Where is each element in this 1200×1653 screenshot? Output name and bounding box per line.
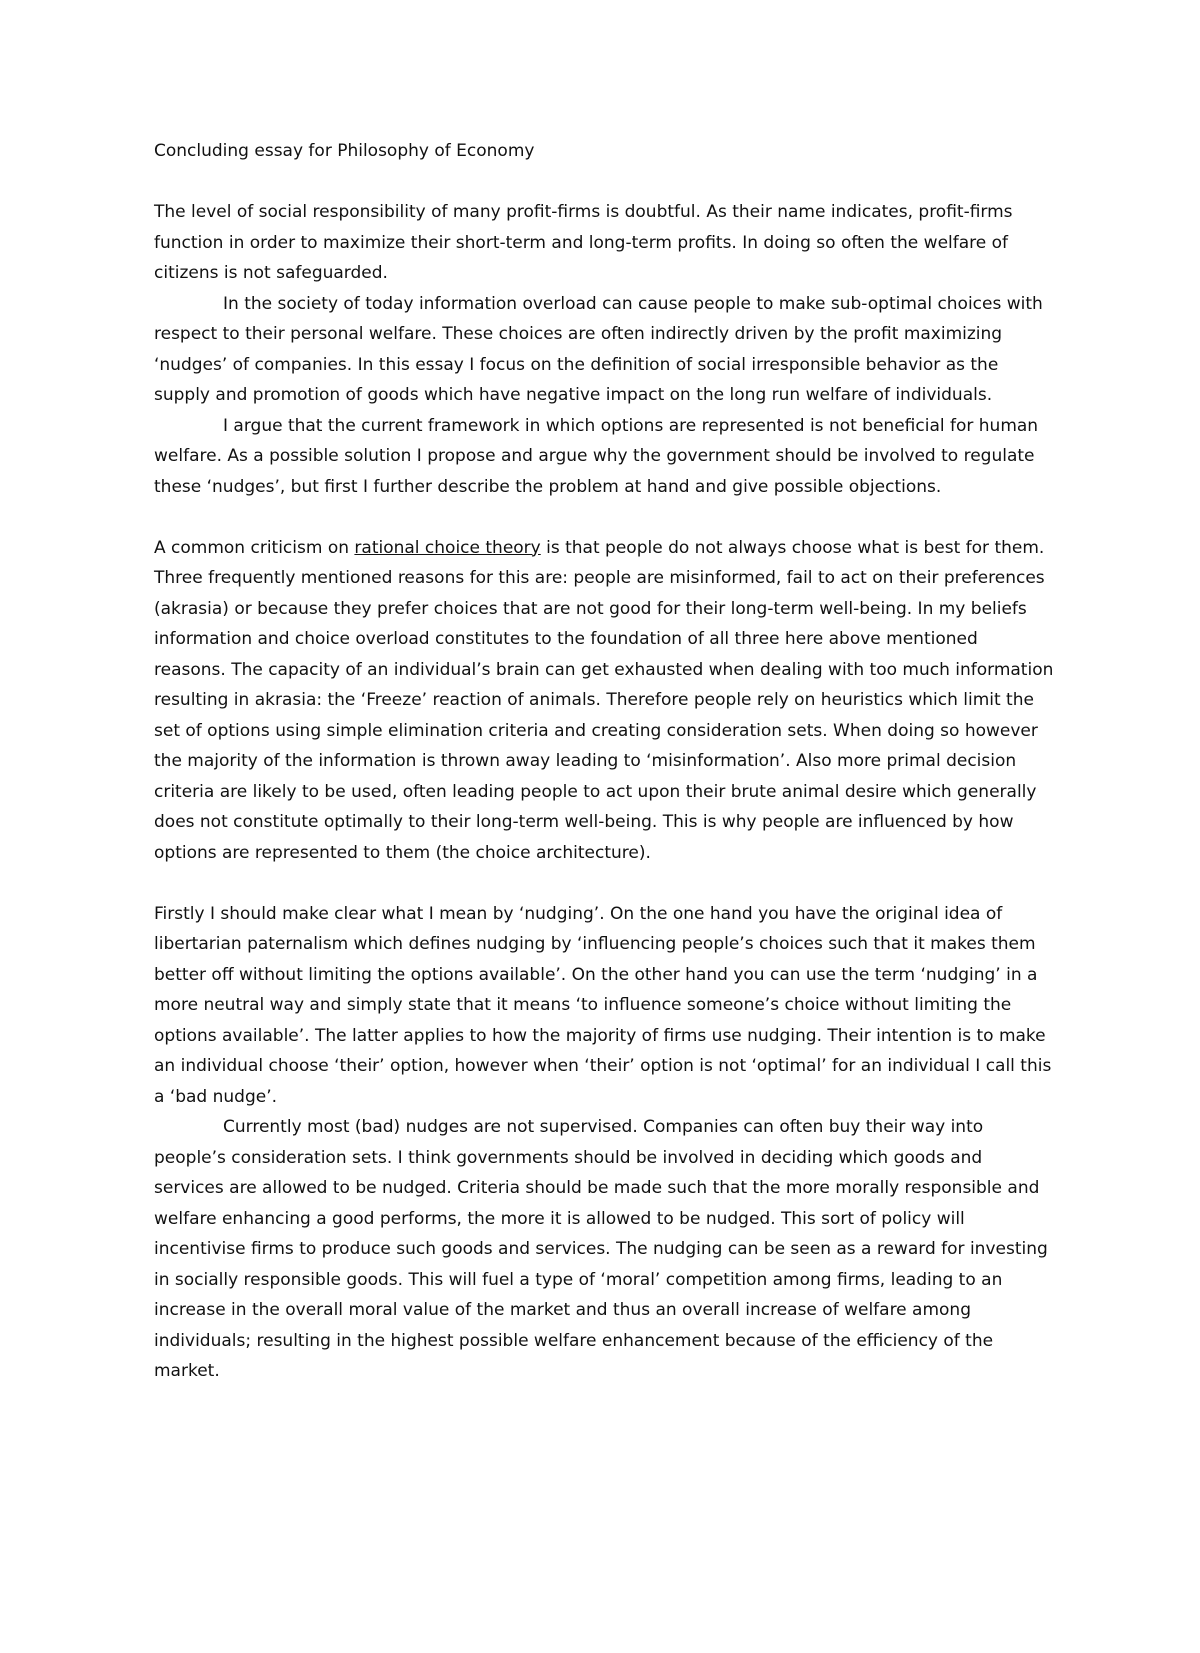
spacer — [154, 502, 1054, 533]
intro-paragraph-2: In the society of today information overload can cause people to make sub-optimal choices with respect to their personal welfare. These choices are often indirectly driven by the profit maximizing ‘nudges’ of companies. In this essay I focus on the definition of social irresponsible behavior as the supply and promotion of goods which have negative impact on the long run welfare of individuals. — [154, 293, 1043, 405]
underlined-term-rational-choice-theory: rational choice theory — [354, 537, 541, 558]
intro-paragraph-1: The level of social responsibility of many profit-firms is doubtful. As their name indicates, profit-firms function in order to maximize their short-term and long-term profits. In doing so often the welfare of citizens is not safeguarded. — [154, 202, 1013, 283]
criticism-lead-text: A common criticism on — [154, 537, 355, 558]
nudging-paragraph-1: Firstly I should make clear what I mean by ‘nudging’. On the one hand you have the original idea of libertarian paternalism which defines nudging by ‘influencing people’s choices such that it makes them better off without limiting the options available’. On the other hand you can use the term ‘nudging’ in a more neutral way and simply state that it means ‘to influence someone’s choice without limiting the options available’. The latter applies to how the majority of firms use nudging. Their intention is to make an individual choose ‘their’ option, however when ‘their’ option is not ‘optimal’ for an individual I call this a ‘bad nudge’. — [154, 903, 1052, 1107]
spacer — [154, 167, 1054, 198]
criticism-paragraph — [154, 533, 1054, 869]
nudging-paragraph-2: Currently most (bad) nudges are not supervised. Companies can often buy their way into people’s consideration sets. I think governments should be involved in deciding which goods and services are allowed to be nudged. Criteria should be made such that the more morally responsible and welfare enhancing a good performs, the more it is allowed to be nudged. This sort of policy will incentivise firms to produce such goods and services. The nudging can be seen as a reward for investing in socially responsible goods. This will fuel a type of ‘moral’ competition among firms, leading to an increase in the overall moral value of the market and thus an overall increase of welfare among individuals; resulting in the highest possible welfare enhancement because of the efficiency of the market. — [154, 1117, 1048, 1381]
intro-paragraph-3: I argue that the current framework in which options are represented is not beneficial for human welfare. As a possible solution I propose and argue why the government should be involved to regulate these ‘nudges’, but first I further describe the problem at hand and give possible objections. — [154, 415, 1039, 497]
spacer — [154, 868, 1054, 899]
document-title: Concluding essay for Philosophy of Economy — [154, 141, 535, 161]
essay-body — [154, 136, 1054, 1387]
criticism-body-text: is that people do not always choose what is best for them. Three frequently mentioned reasons for this are: people are misinformed, fail to act on their preferences (akrasia) or because they prefer choices that are not good for their long-term well-being. In my beliefs information and choice overload constitutes to the foundation of all three here above mentioned reasons. The capacity of an individual’s brain can get exhausted when dealing with too much information resulting in akrasia: the ‘Freeze’ reaction of animals. Therefore people rely on heuristics which limit the set of options using simple elimination criteria and creating consideration sets. When doing so however the majority of the information is thrown away leading to ‘misinformation’. Also more primal decision criteria are likely to be used, often leading people to act upon their brute animal desire which generally does not constitute optimally to their long-term well-being. This is why people are influenced by how options are represented to them (the choice architecture). — [154, 537, 1054, 863]
